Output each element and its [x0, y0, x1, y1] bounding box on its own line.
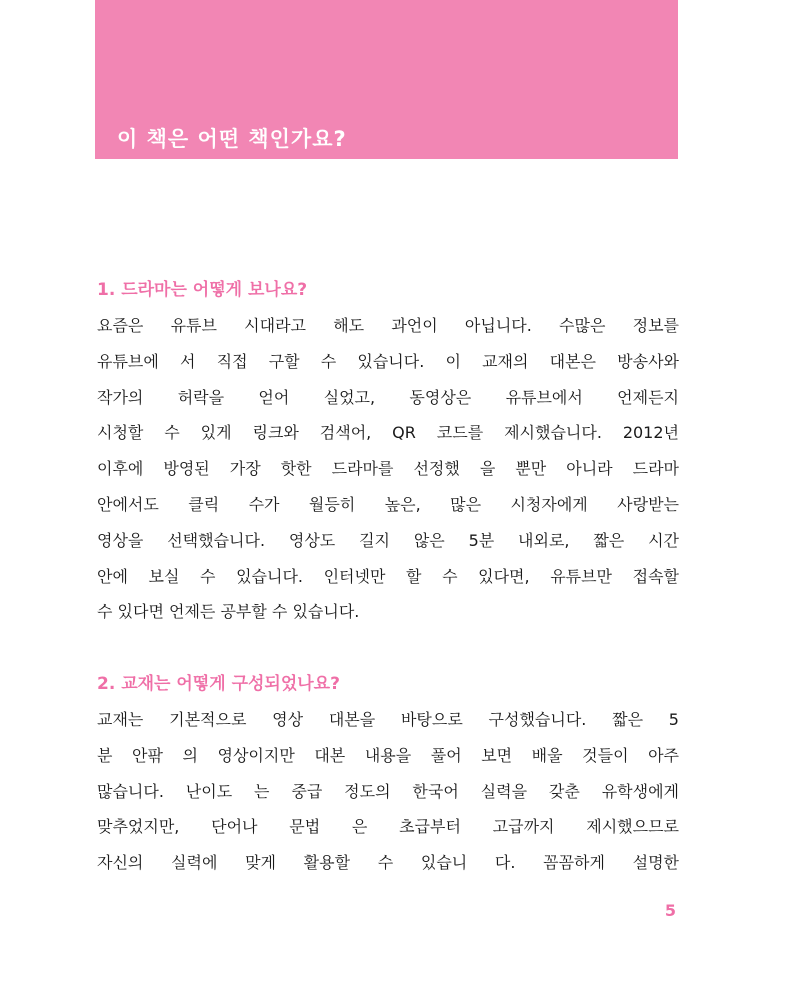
section-2-heading: 2. 교재는 어떻게 구성되었나요?	[97, 674, 340, 694]
section-1-body	[97, 308, 679, 630]
body-line: 교재는 기본적으로 영상 대본을 바탕으로 구성했습니다. 짧은 5	[97, 710, 679, 729]
section-2-body	[97, 702, 679, 881]
body-line: 맞추었지만, 단어나 문법 은 초급부터 고급까지 제시했으므로	[97, 817, 679, 837]
page-number: 5	[664, 901, 676, 920]
body-line: 안에 보실 수 있습니다. 인터넷만 할 수 있다면, 유튜브만 접속할	[97, 566, 679, 586]
body-line: 분 안팎 의 영상이지만 대본 내용을 풀어 보면 배울 것들이 아주	[97, 745, 679, 765]
body-line: 영상을 선택했습니다. 영상도 길지 않은 5분 내외로, 짧은 시간	[97, 530, 679, 550]
body-line: 시청할 수 있게 링크와 검색어, QR 코드를 제시했습니다. 2012년	[97, 423, 679, 443]
body-line: 이후에 방영된 가장 핫한 드라마를 선정했 을 뿐만 아니라 드라마	[97, 459, 679, 479]
section-1-heading: 1. 드라마는 어떻게 보나요?	[97, 280, 308, 300]
body-line: 많습니다. 난이도 는 중급 정도의 한국어 실력을 갖춘 유학생에게	[97, 781, 679, 801]
body-line: 수 있다면 언제든 공부할 수 있습니다.	[97, 602, 360, 622]
chapter-header-band	[95, 0, 678, 159]
chapter-title: 이 책은 어떤 책인가요?	[117, 127, 347, 151]
body-line: 요즘은 유튜브 시대라고 해도 과언이 아닙니다. 수많은 정보를	[97, 316, 679, 335]
body-line: 자신의 실력에 맞게 활용할 수 있습니 다. 꼼꼼하게 설명한	[97, 853, 679, 873]
body-line: 유튜브에 서 직접 구할 수 있습니다. 이 교재의 대본은 방송사와	[97, 351, 679, 371]
body-line: 작가의 허락을 얻어 실었고, 동영상은 유튜브에서 언제든지	[97, 387, 679, 407]
body-line: 안에서도 클릭 수가 월등히 높은, 많은 시청자에게 사랑받는	[97, 494, 679, 514]
